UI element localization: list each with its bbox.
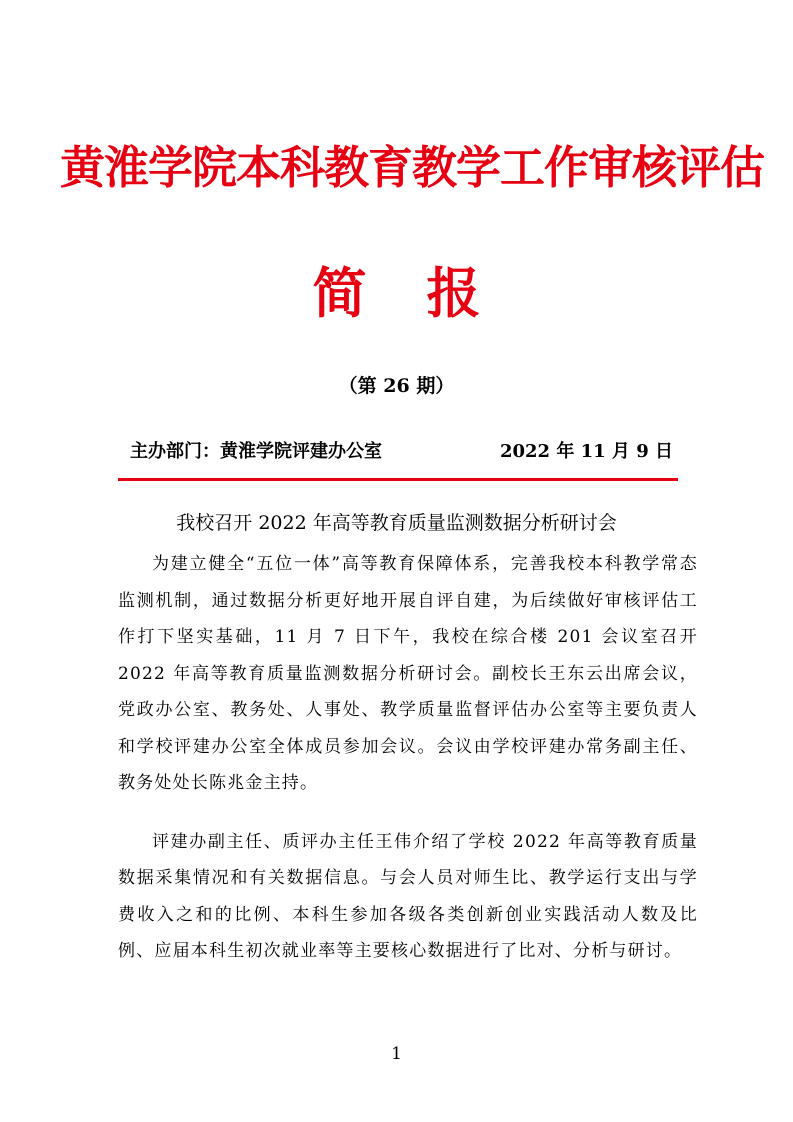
issue-number: （第 26 期） bbox=[338, 375, 455, 397]
bulletin-subtitle: 简报 bbox=[312, 262, 541, 325]
bulletin-title: 黄淮学院本科教育教学工作审核评估 bbox=[60, 141, 765, 194]
publish-date: 2022 年 11 月 9 日 bbox=[499, 441, 673, 462]
article-body bbox=[118, 546, 698, 992]
article-paragraph: 为建立健全“五位一体”高等教育保障体系，完善我校本科教学常态监测机制，通过数据分析更好地开展自评自建，为后续做好审核评估工作打下坚实基础，11 月 7 日下午，我校在综合楼 201 会议室召开 2022 年高等教育质量监测数据分析研讨会。副校长王东云出席会议，党政办公室、教务处、人事处、教学质量监督评估办公室等主要负责人和学校评建办公室全体成员参加会议。会议由学校评建办常务副主任、教务处处长陈兆金主持。 bbox=[118, 554, 698, 793]
host-department: 主办部门：黄淮学院评建办公室 bbox=[130, 441, 382, 462]
masthead-divider bbox=[118, 478, 678, 481]
article-title: 我校召开 2022 年高等教育质量监测数据分析研讨会 bbox=[176, 512, 617, 534]
masthead-meta bbox=[130, 437, 673, 467]
article-paragraph: 评建办副主任、质评办主任王伟介绍了学校 2022 年高等教育质量数据采集情况和有关数据信息。与会人员对师生比、教学运行支出与学费收入之和的比例、本科生参加各级各类创新创业实践活动人数及比例、应届本科生初次就业率等主要核心数据进行了比对、分析与研讨。 bbox=[118, 831, 698, 961]
page-number: 1 bbox=[391, 1044, 402, 1064]
